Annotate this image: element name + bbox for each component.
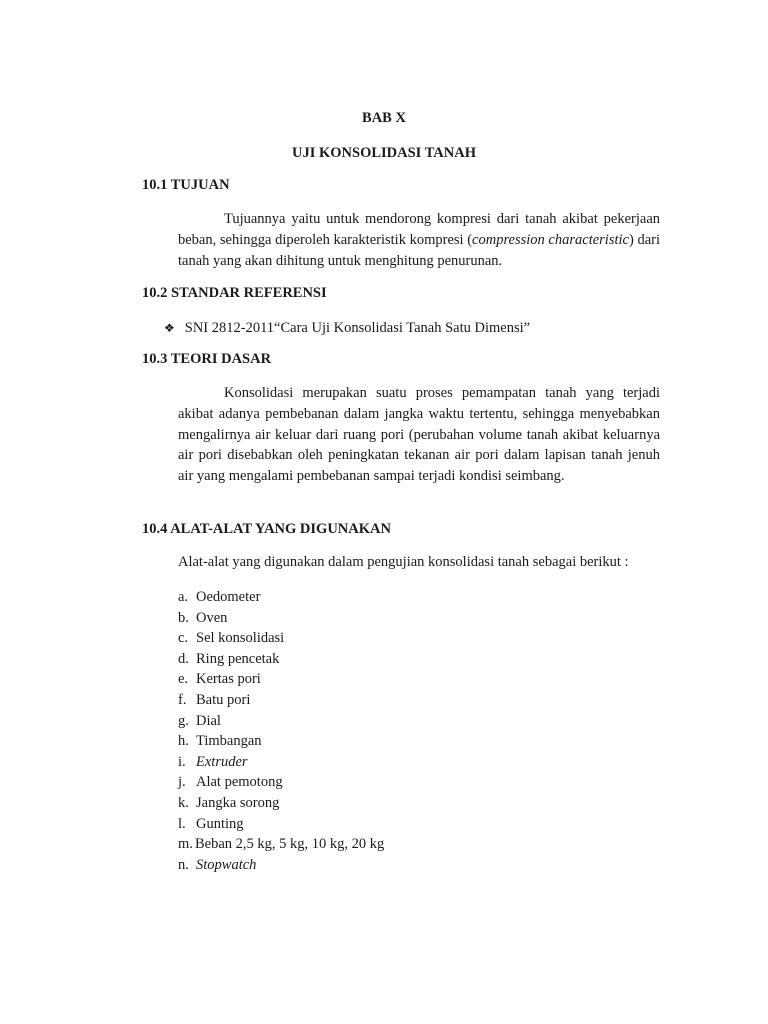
teori-text: Konsolidasi merupakan suatu proses pemampatan tanah yang terjadi akibat adanya pembebanan dalam jangka waktu tertentu, sehingga menyebabkan mengalirnya air keluar dari ruang pori (perubahan volume tanah akibat keluarnya air pori disebabkan oleh peningkatan tekanan air pori dalam lapisan tanah jenuh air yang mengalami pembebanan sampai terjadi kondisi seimbang. — [178, 385, 660, 485]
section-heading-tujuan: 10.1 TUJUAN — [142, 177, 230, 193]
list-item-text: Oedometer — [196, 589, 261, 605]
tujuan-text-italic: compression characteristic — [472, 231, 629, 248]
list-marker: d. — [178, 650, 189, 667]
list-item — [178, 793, 384, 814]
list-item — [178, 711, 384, 732]
alat-intro: Alat-alat yang digunakan dalam pengujian konsolidasi tanah sebagai berikut : — [178, 554, 629, 570]
chapter-title: BAB X — [362, 110, 406, 126]
tujuan-paragraph — [178, 209, 660, 271]
list-marker: a. — [178, 589, 189, 605]
list-item-text: Timbangan — [196, 733, 262, 750]
list-item-text: Batu pori — [196, 691, 251, 708]
list-item — [178, 649, 384, 670]
list-marker: i. — [178, 753, 186, 770]
list-item — [178, 608, 384, 629]
list-item — [178, 855, 384, 876]
list-marker: c. — [178, 630, 189, 647]
list-marker: l. — [178, 815, 186, 832]
list-item — [178, 752, 384, 773]
list-item — [178, 587, 384, 608]
list-item-text: Oven — [196, 609, 228, 626]
reference-text: SNI 2812-2011“Cara Uji Konsolidasi Tanah Satu Dimensi” — [184, 320, 531, 336]
list-marker: g. — [178, 712, 189, 729]
list-item-text: Kertas pori — [196, 671, 261, 688]
list-marker: j. — [178, 774, 186, 791]
reference-bullet — [164, 320, 530, 337]
list-marker: b. — [178, 609, 189, 626]
teori-paragraph — [178, 383, 660, 487]
tujuan-text-b: ) dari tanah yang akan dihitung untuk menghitung penurunan. — [178, 231, 660, 269]
list-item-text: Sel konsolidasi — [196, 630, 285, 647]
list-item — [178, 731, 384, 752]
list-item — [178, 669, 384, 690]
equipment-list — [178, 587, 384, 875]
tujuan-text-a: Tujuannya yaitu untuk mendorong kompresi dari tanah akibat pekerjaan beban, sehingga diperoleh karakteristik kompresi ( — [178, 211, 660, 248]
list-marker: f. — [178, 691, 187, 708]
section-heading-alat: 10.4 ALAT-ALAT YANG DIGUNAKAN — [142, 521, 391, 537]
list-item-text: Jangka sorong — [196, 794, 280, 811]
list-item-text: Gunting — [196, 815, 244, 832]
diamond-bullet-icon: ❖ — [164, 321, 175, 335]
list-item — [178, 772, 384, 793]
list-item-text: Dial — [196, 712, 221, 729]
list-item-text: Alat pemotong — [196, 774, 283, 791]
chapter-subtitle: UJI KONSOLIDASI TANAH — [292, 145, 476, 161]
section-heading-standar: 10.2 STANDAR REFERENSI — [142, 285, 327, 301]
list-marker: n. — [178, 856, 189, 873]
list-marker: k. — [178, 794, 189, 811]
list-item-text: Beban 2,5 kg, 5 kg, 10 kg, 20 kg — [195, 836, 385, 853]
list-item-text: Extruder — [196, 753, 248, 770]
list-item-text: Ring pencetak — [196, 650, 280, 667]
list-marker: h. — [178, 733, 189, 750]
list-item-text: Stopwatch — [196, 856, 257, 873]
list-item — [178, 628, 384, 649]
list-item — [178, 834, 384, 855]
section-heading-teori: 10.3 TEORI DASAR — [142, 351, 272, 367]
list-item — [178, 814, 384, 835]
list-marker: m. — [178, 836, 193, 853]
list-item — [178, 690, 384, 711]
list-marker: e. — [178, 671, 189, 688]
